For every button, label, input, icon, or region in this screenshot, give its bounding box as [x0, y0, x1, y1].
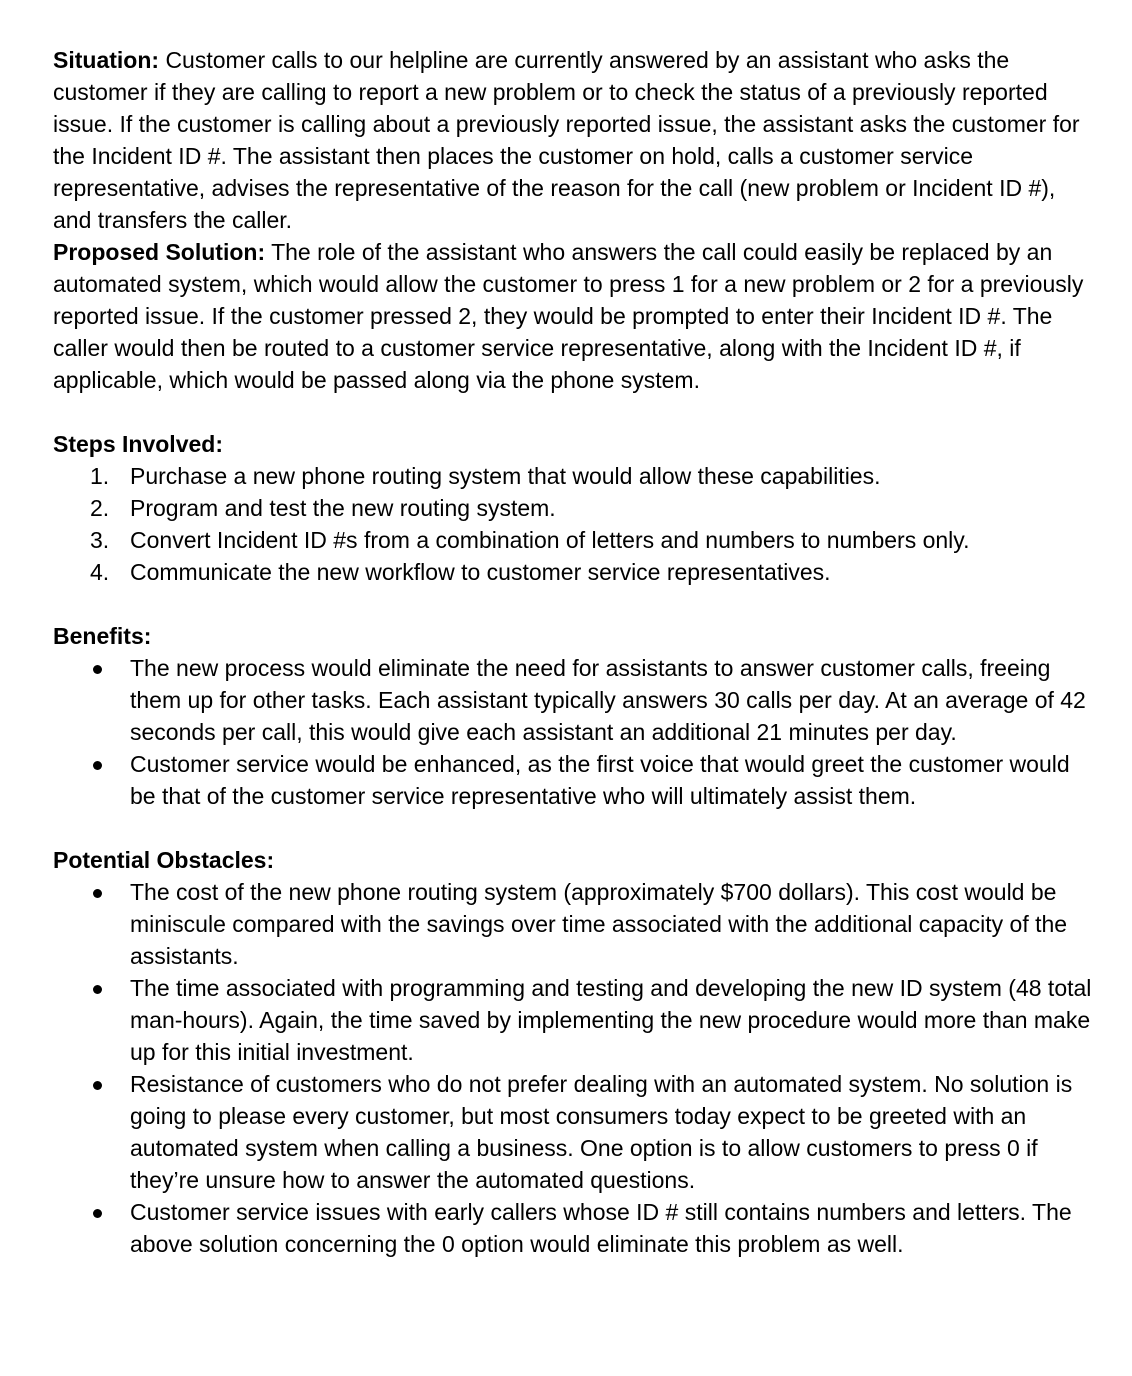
steps-list [53, 460, 1092, 588]
list-item-number: 2. [90, 495, 110, 521]
bullet-icon [93, 1209, 102, 1218]
proposed-solution-label: Proposed Solution: [53, 239, 266, 265]
list-item-text: The time associated with programming and testing and developing the new ID system (48 total man-hours). Again, the time saved by implementing the new procedure would more than make up for this initial investment. [130, 975, 1092, 1065]
list-item-number: 3. [90, 527, 110, 553]
list-item [53, 748, 1092, 812]
list-item [53, 876, 1092, 972]
bullet-icon [93, 665, 102, 674]
list-item-text: Program and test the new routing system. [130, 495, 556, 521]
list-item [53, 524, 1092, 556]
bullet-icon [93, 1081, 102, 1090]
list-item [53, 1196, 1092, 1260]
list-item-text: Purchase a new phone routing system that would allow these capabilities. [130, 463, 881, 489]
list-item [53, 556, 1092, 588]
benefits-section [53, 620, 1092, 812]
obstacles-heading: Potential Obstacles: [53, 847, 275, 873]
list-item [53, 460, 1092, 492]
situation-label: Situation: [53, 47, 160, 73]
steps-section [53, 428, 1092, 588]
proposed-solution-text: The role of the assistant who answers the call could easily be replaced by an automated system, which would allow the customer to press 1 for a new problem or 2 for a previously reported issue. If the customer pressed 2, they would be prompted to enter their Incident ID #. The caller would then be routed to a customer service representative, along with the Incident ID #, if applicable, which would be passed along via the phone system. [53, 239, 1084, 393]
list-item-text: The new process would eliminate the need for assistants to answer customer calls, freeing them up for other tasks. Each assistant typically answers 30 calls per day. At an average of 42 seconds per call, this would give each assistant an additional 21 minutes per day. [130, 655, 1086, 745]
benefits-list [53, 652, 1092, 812]
list-item [53, 492, 1092, 524]
situation-text: Customer calls to our helpline are currently answered by an assistant who asks the customer if they are calling to report a new problem or to check the status of a previously reported issue. If the customer is calling about a previously reported issue, the assistant asks the customer for the Incident ID #. The assistant then places the customer on hold, calls a customer service representative, advises the representative of the reason for the call (new problem or Incident ID #), and transfers the caller. [53, 47, 1080, 233]
list-item-number: 4. [90, 559, 110, 585]
list-item-text: Customer service issues with early callers whose ID # still contains numbers and letters. The above solution concerning the 0 option would eliminate this problem as well. [130, 1199, 1072, 1257]
bullet-icon [93, 761, 102, 770]
bullet-icon [93, 985, 102, 994]
steps-heading: Steps Involved: [53, 431, 223, 457]
proposed-solution-paragraph [53, 236, 1092, 396]
list-item-text: Communicate the new workflow to customer service representatives. [130, 559, 831, 585]
list-item [53, 1068, 1092, 1196]
benefits-heading: Benefits: [53, 623, 152, 649]
list-item-text: Resistance of customers who do not prefer dealing with an automated system. No solution is going to please every customer, but most consumers today expect to be greeted with an automated system when calling a business. One option is to allow customers to press 0 if they’re unsure how to answer the automated questions. [130, 1071, 1073, 1193]
list-item-number: 1. [90, 463, 110, 489]
obstacles-list [53, 876, 1092, 1260]
list-item [53, 972, 1092, 1068]
list-item-text: Convert Incident ID #s from a combination of letters and numbers to numbers only. [130, 527, 970, 553]
bullet-icon [93, 889, 102, 898]
list-item [53, 652, 1092, 748]
list-item-text: The cost of the new phone routing system (approximately $700 dollars). This cost would be miniscule compared with the savings over time associated with the additional capacity of the assistants. [130, 879, 1068, 969]
obstacles-section [53, 844, 1092, 1260]
situation-paragraph [53, 44, 1092, 236]
list-item-text: Customer service would be enhanced, as the first voice that would greet the customer would be that of the customer service representative who will ultimately assist them. [130, 751, 1070, 809]
